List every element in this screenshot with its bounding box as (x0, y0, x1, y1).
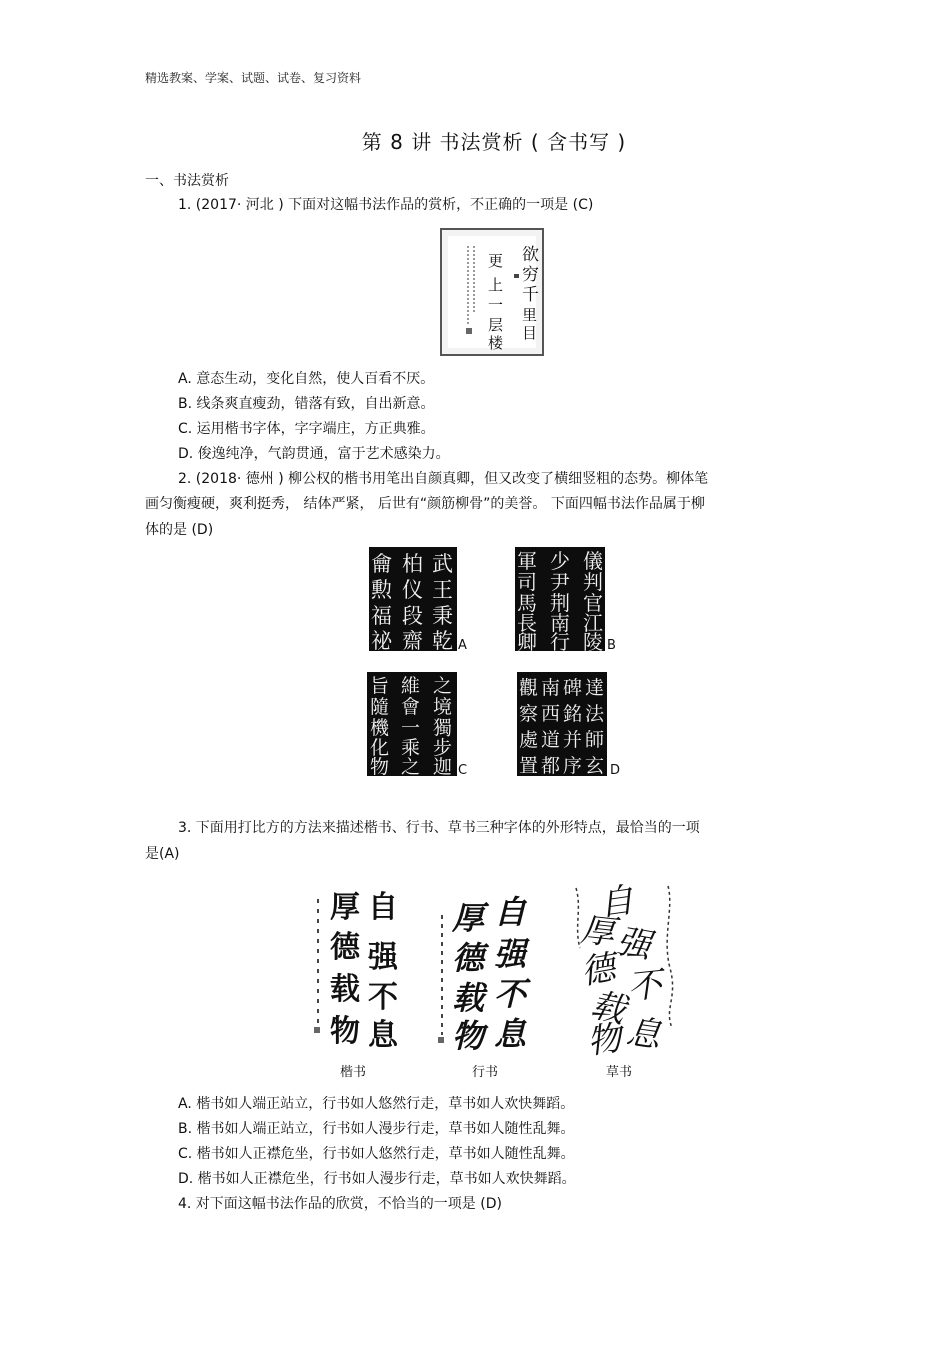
calligraphy-char: 不 (368, 980, 398, 1015)
q1-option-c: C. 运用楷书字体，字字端庄，方正典雅。 (178, 421, 435, 437)
calligraphy-char: 之 (433, 675, 453, 697)
q1-char: 欲 (522, 245, 539, 265)
calligraphy-char: 勲 (371, 578, 392, 602)
calligraphy-image-d (517, 672, 607, 776)
image-label-c: C (458, 763, 468, 778)
calligraphy-char: 载 (587, 985, 629, 1032)
calligraphy-char: 自 (596, 880, 636, 925)
calligraphy-char: 銘 (563, 703, 583, 725)
calligraphy-char: 厚 (452, 899, 485, 937)
calligraphy-char: 步 (433, 737, 453, 759)
calligraphy-char: 荆 (550, 591, 570, 615)
calligraphy-char: 强 (368, 940, 398, 975)
page-header: 精选教案、学案、试题、试卷、复习资料 (145, 71, 362, 85)
image-label-a: A (458, 638, 467, 653)
q1-char: 一 (488, 296, 504, 314)
calligraphy-char: 龠 (371, 552, 392, 576)
calligraphy-char: 自 (494, 893, 527, 931)
calligraphy-xingshu (432, 885, 544, 1055)
calligraphy-char: 息 (368, 1018, 398, 1053)
calligraphy-char: 德 (330, 930, 360, 965)
caption-kaishu: 楷书 (340, 1065, 367, 1080)
calligraphy-char: 碑 (563, 677, 583, 699)
calligraphy-char: 不 (494, 975, 527, 1013)
calligraphy-char: 柏 (402, 552, 423, 576)
caption-caoshu: 草书 (606, 1065, 633, 1080)
calligraphy-char: 會 (401, 696, 421, 718)
calligraphy-char: 行 (550, 630, 570, 651)
calligraphy-char: 自 (368, 890, 398, 925)
calligraphy-char: 隨 (370, 696, 390, 718)
calligraphy-char: 西 (541, 703, 561, 725)
calligraphy-char: 道 (541, 729, 561, 751)
calligraphy-char: 德 (577, 947, 619, 993)
calligraphy-char: 長 (517, 611, 537, 635)
calligraphy-char: 玄 (585, 755, 605, 776)
image-label-d: D (610, 763, 621, 778)
calligraphy-char: 旨 (370, 675, 390, 697)
lesson-title: 第 8 讲 书法赏析 ( 含书写 ) (361, 130, 627, 154)
calligraphy-char: 軍 (517, 549, 537, 573)
calligraphy-image-q1 (440, 228, 544, 356)
question-1-stem: 1. (2017· 河北 ) 下面对这幅书法作品的赏析，不正确的一项是 (C) (178, 197, 594, 213)
calligraphy-char: 载 (330, 972, 360, 1007)
calligraphy-char: 福 (371, 604, 392, 628)
q1-option-b: B. 线条爽直瘦劲，错落有致，自出新意。 (178, 396, 435, 412)
calligraphy-char: 载 (452, 979, 485, 1017)
calligraphy-char: 馬 (517, 591, 537, 615)
q1-option-d: D. 俊逸纯净，气韵贯通，富于艺术感染力。 (178, 446, 450, 462)
q1-char: 层 (488, 316, 504, 334)
calligraphy-char: 師 (585, 729, 605, 751)
calligraphy-image-c (367, 672, 457, 776)
calligraphy-char: 仪 (402, 578, 423, 602)
calligraphy-char: 祕 (371, 629, 392, 651)
calligraphy-char: 迦 (433, 756, 453, 776)
question-3-line-1: 3. 下面用打比方的方法来描述楷书、行书、草书三种字体的外形特点，最恰当的一项 (178, 820, 700, 836)
q1-char: 千 (522, 285, 539, 305)
calligraphy-char: 南 (550, 611, 570, 635)
calligraphy-char: 武 (432, 552, 453, 576)
calligraphy-char: 王 (432, 578, 453, 602)
calligraphy-char: 法 (585, 703, 605, 725)
calligraphy-char: 乾 (432, 629, 453, 651)
calligraphy-image-a (369, 547, 457, 651)
calligraphy-char: 機 (370, 717, 390, 739)
calligraphy-char: 獨 (433, 717, 453, 739)
calligraphy-char: 德 (452, 939, 485, 977)
question-2-line-2: 画匀衡瘦硬，爽利挺秀， 结体严紧， 后世有“颜筋柳骨”的美誉。 下面四幅书法作品属于柳 (145, 496, 705, 512)
calligraphy-char: 序 (563, 755, 583, 776)
calligraphy-char: 物 (330, 1014, 360, 1049)
calligraphy-char: 厚 (330, 890, 360, 925)
q1-char: 里 (522, 306, 538, 324)
calligraphy-char: 都 (541, 755, 561, 776)
section-heading: 一、书法赏析 (145, 173, 229, 189)
calligraphy-char: 達 (585, 677, 605, 699)
calligraphy-image-b (515, 547, 605, 651)
q1-char: 更 (488, 252, 504, 270)
calligraphy-kaishu (310, 885, 410, 1055)
calligraphy-char: 段 (402, 604, 423, 628)
calligraphy-char: 判 (583, 570, 603, 594)
q1-char: 上 (488, 276, 504, 294)
q3-option-a: A. 楷书如人端正站立，行书如人悠然行走，草书如人欢快舞蹈。 (178, 1096, 575, 1112)
calligraphy-char: 之 (401, 756, 421, 776)
question-4-stem: 4. 对下面这幅书法作品的欣赏，不恰当的一项是 (D) (178, 1196, 502, 1212)
calligraphy-char: 司 (517, 570, 537, 594)
calligraphy-char: 并 (563, 729, 583, 751)
calligraphy-char: 少 (550, 549, 570, 573)
q1-char: 楼 (488, 334, 504, 352)
calligraphy-char: 不 (625, 964, 664, 1008)
q1-char: 穷 (522, 265, 539, 285)
calligraphy-char: 物 (370, 756, 390, 776)
calligraphy-char: 江 (583, 611, 603, 635)
calligraphy-char: 觀 (519, 677, 539, 699)
calligraphy-char: 物 (584, 1018, 624, 1056)
q3-option-d: D. 楷书如人正襟危坐，行书如人漫步行走，草书如人欢快舞蹈。 (178, 1171, 576, 1187)
calligraphy-char: 卿 (517, 630, 537, 651)
calligraphy-char: 厚 (578, 909, 617, 954)
q1-option-a: A. 意态生动，变化自然，使人百看不厌。 (178, 371, 435, 387)
image-label-b: B (607, 638, 616, 653)
calligraphy-char: 一 (401, 717, 421, 739)
calligraphy-char: 化 (370, 737, 390, 759)
calligraphy-char: 官 (583, 591, 603, 615)
calligraphy-char: 齋 (402, 629, 423, 651)
question-3-line-2: 是(A) (145, 846, 180, 862)
calligraphy-char: 乘 (401, 737, 421, 759)
calligraphy-char: 置 (519, 755, 539, 776)
question-2-line-3: 体的是 (D) (145, 522, 214, 538)
calligraphy-char: 息 (494, 1015, 527, 1053)
q3-option-c: C. 楷书如人正襟危坐，行书如人悠然行走，草书如人随性乱舞。 (178, 1146, 575, 1162)
calligraphy-char: 息 (624, 1011, 664, 1056)
calligraphy-char: 物 (452, 1017, 485, 1055)
calligraphy-char: 境 (433, 696, 453, 718)
calligraphy-caoshu (572, 878, 682, 1056)
caption-xingshu: 行书 (472, 1065, 499, 1080)
q3-option-b: B. 楷书如人端正站立，行书如人漫步行走，草书如人随性乱舞。 (178, 1121, 575, 1137)
q1-char: 目 (522, 324, 538, 342)
calligraphy-char: 儀 (583, 549, 603, 573)
calligraphy-char: 陵 (583, 630, 603, 651)
calligraphy-char: 强 (613, 921, 655, 967)
calligraphy-char: 强 (494, 935, 527, 973)
calligraphy-char: 秉 (432, 604, 453, 628)
question-2-line-1: 2. (2018· 德州 ) 柳公权的楷书用笔出自颜真卿，但又改变了横细竖粗的态势。柳体笔 (178, 471, 709, 487)
calligraphy-char: 處 (519, 729, 539, 751)
calligraphy-char: 南 (541, 677, 561, 699)
calligraphy-char: 維 (401, 675, 421, 697)
calligraphy-char: 尹 (550, 570, 570, 594)
calligraphy-char: 察 (519, 703, 539, 725)
